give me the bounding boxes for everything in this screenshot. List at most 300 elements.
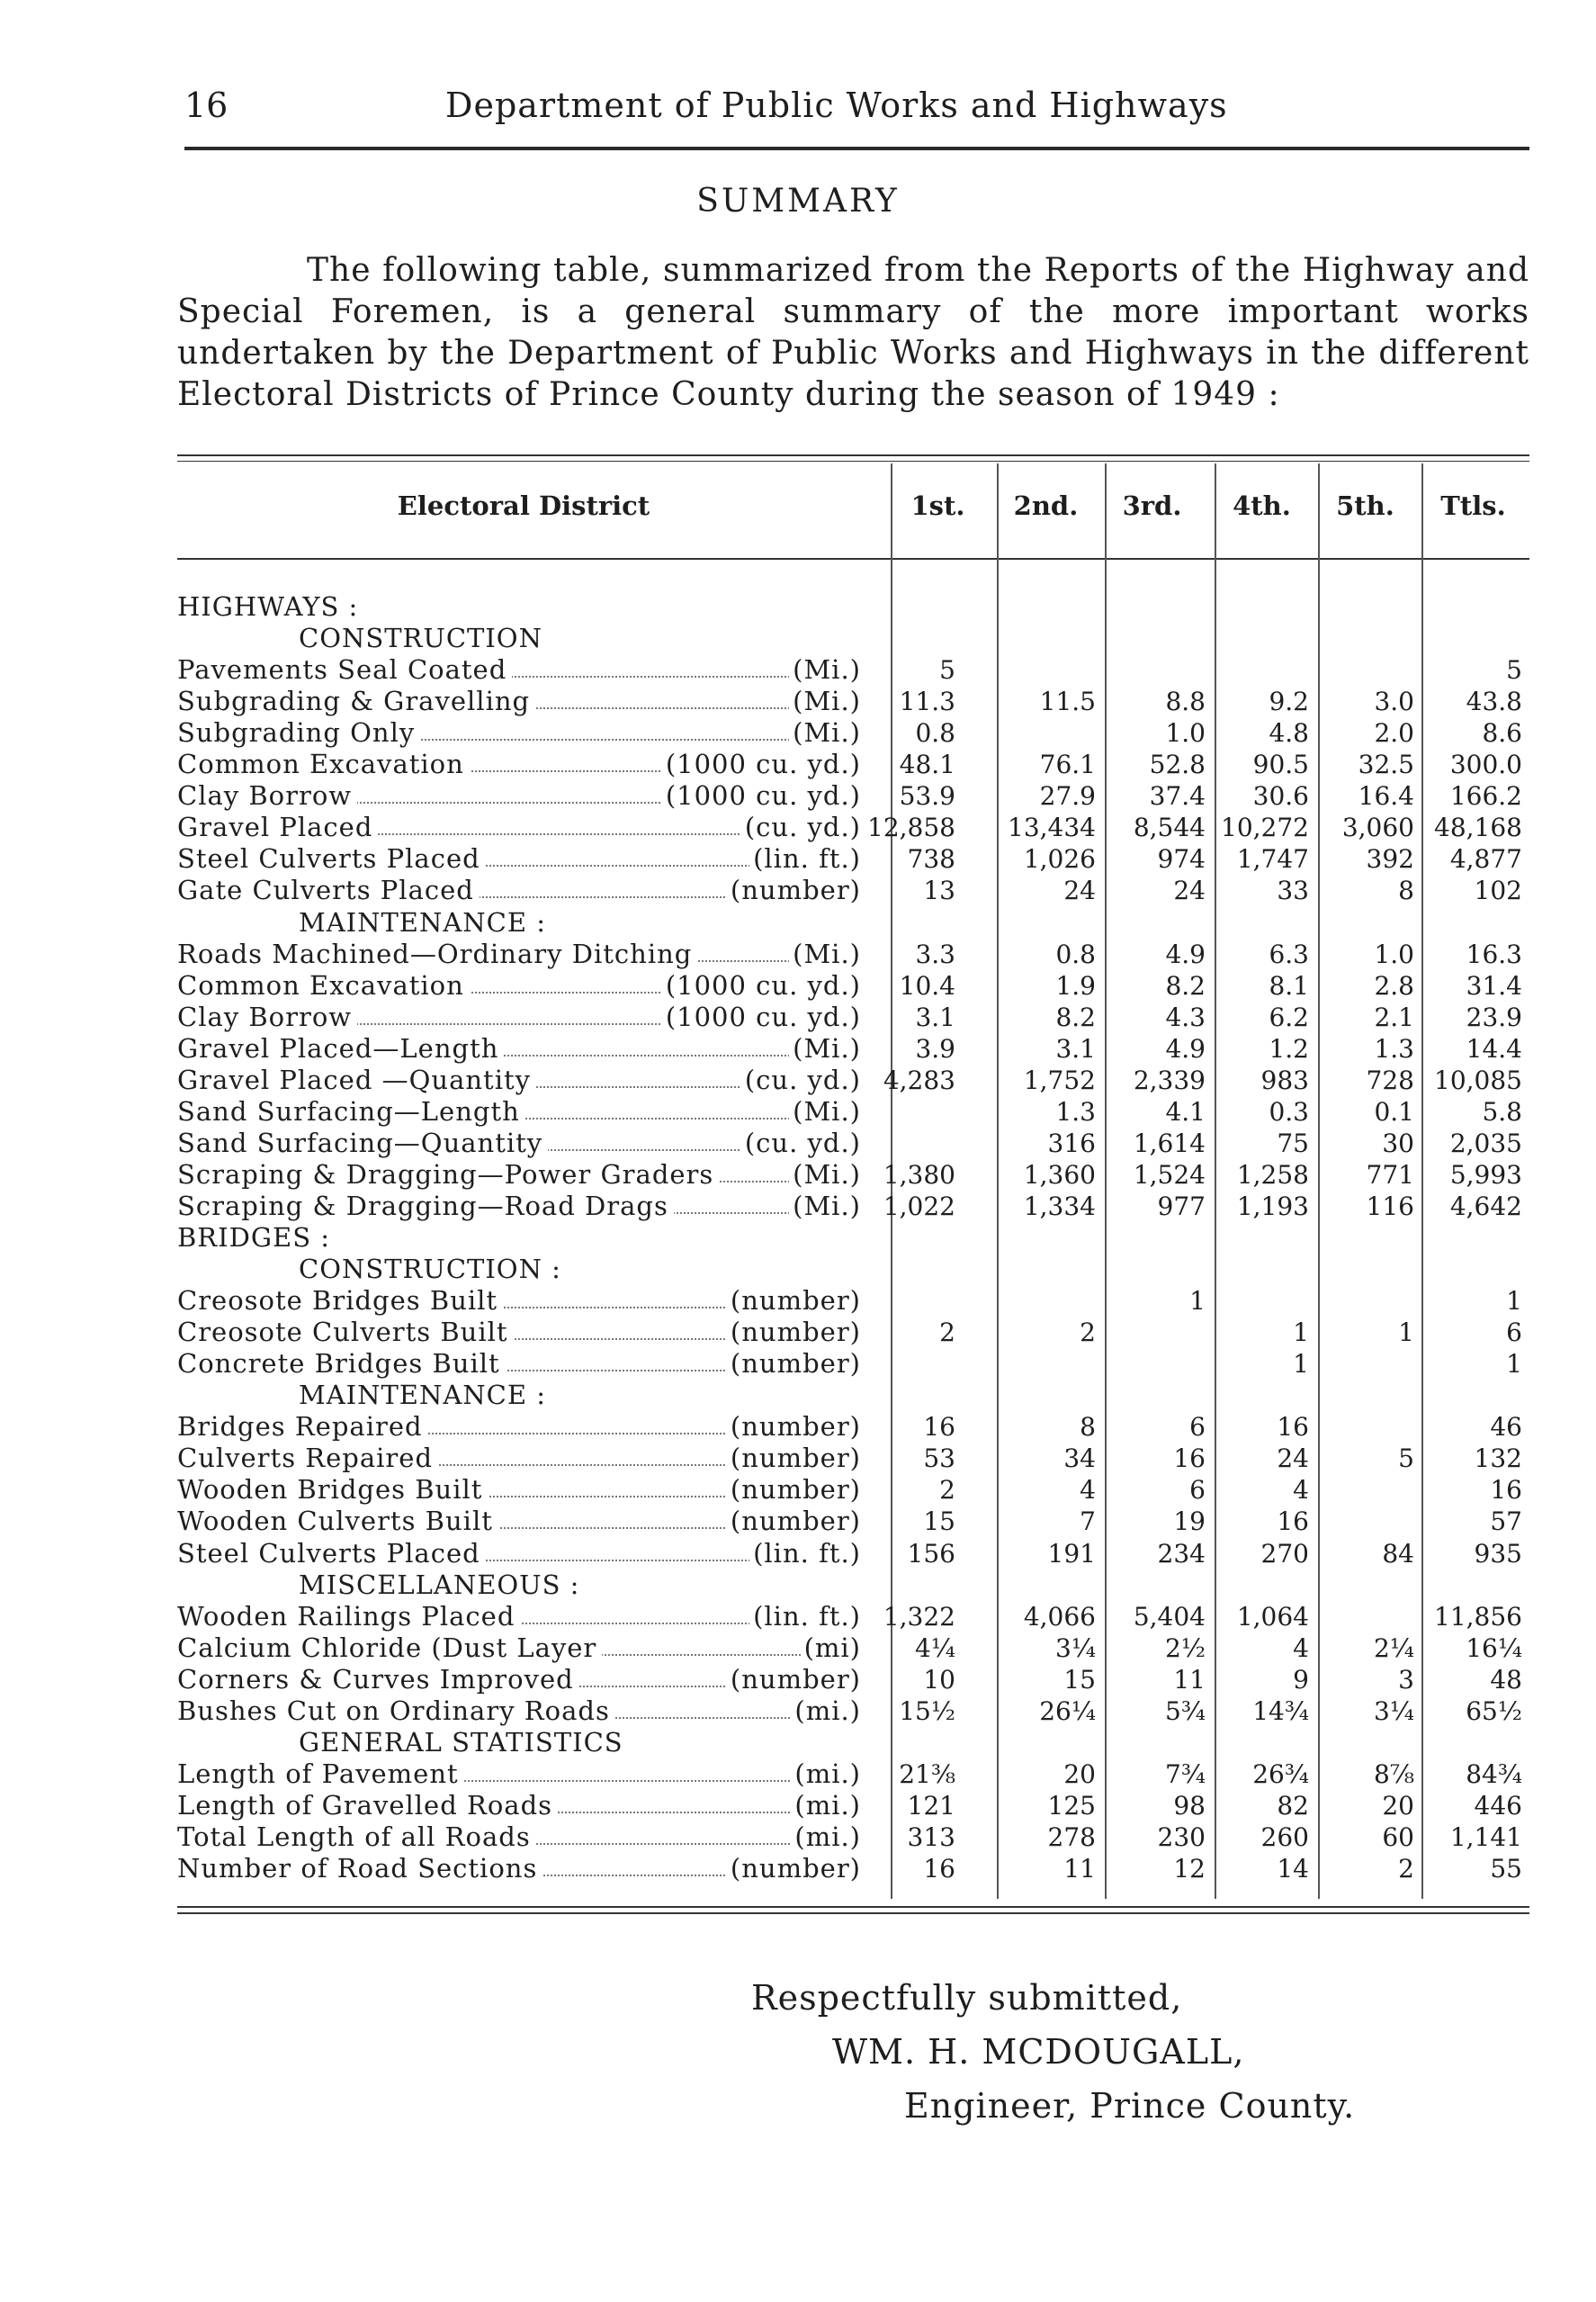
table-row bbox=[0, 1002, 1596, 1033]
row-label bbox=[177, 1128, 861, 1159]
table-cell bbox=[1423, 591, 1522, 623]
table-cell: 4.8 bbox=[1269, 718, 1309, 749]
table-cell: 5.8 bbox=[1482, 1096, 1522, 1127]
table-cell bbox=[856, 1222, 955, 1254]
table-cell: 1,193 bbox=[1236, 1191, 1309, 1221]
table-cell: 234 bbox=[1157, 1538, 1206, 1569]
table-cell: 8,544 bbox=[1133, 813, 1206, 843]
row-label-text: Creosote Culverts Built bbox=[177, 1317, 514, 1347]
row-label bbox=[177, 780, 861, 812]
table-cell: 12,858 bbox=[867, 813, 955, 843]
table-cell: 98 bbox=[1173, 1790, 1206, 1821]
row-unit: (Mi.) bbox=[789, 1191, 861, 1222]
table-cell: 1,334 bbox=[1023, 1191, 1096, 1221]
row-label-text: CONSTRUCTION : bbox=[299, 1254, 567, 1284]
table-cell: 2 bbox=[939, 1317, 955, 1348]
table-cell bbox=[1210, 1285, 1309, 1317]
table-cell bbox=[856, 623, 955, 654]
row-label bbox=[177, 875, 861, 906]
table-cell bbox=[856, 1285, 955, 1317]
table-cell: 57 bbox=[1490, 1506, 1522, 1537]
table-cell: 82 bbox=[1277, 1790, 1309, 1821]
table-cell: 1,064 bbox=[1236, 1601, 1309, 1632]
table-cell: 48 bbox=[1490, 1664, 1522, 1695]
table-cell: 14¾ bbox=[1252, 1695, 1309, 1726]
table-cell: 0.8 bbox=[1055, 939, 1096, 969]
row-unit: (mi.) bbox=[791, 1695, 861, 1727]
table-cell: 16 bbox=[1277, 1412, 1309, 1443]
table-cell bbox=[856, 591, 955, 623]
row-unit: (lin. ft.) bbox=[749, 843, 861, 875]
table-row bbox=[0, 717, 1596, 749]
table-cell bbox=[997, 1254, 1096, 1285]
table-cell bbox=[1315, 1474, 1414, 1506]
table-cell: 6 bbox=[1189, 1475, 1206, 1506]
table-cell: 30 bbox=[1382, 1128, 1414, 1158]
row-label-text: Bushes Cut on Ordinary Roads bbox=[177, 1695, 615, 1726]
table-cell: 5 bbox=[939, 655, 955, 686]
table-cell bbox=[997, 1727, 1096, 1758]
table-cell bbox=[1107, 907, 1206, 939]
row-label bbox=[177, 843, 861, 875]
table-cell: 300.0 bbox=[1449, 750, 1522, 780]
table-cell: 24 bbox=[1173, 876, 1206, 906]
row-label-text: Clay Borrow bbox=[177, 780, 357, 811]
table-cell: 4,642 bbox=[1449, 1191, 1522, 1221]
table-cell bbox=[997, 1285, 1096, 1317]
header-rule bbox=[184, 147, 1529, 150]
table-cell: 5 bbox=[1398, 1443, 1414, 1474]
row-label bbox=[177, 812, 861, 843]
table-cell: 6 bbox=[1506, 1317, 1522, 1348]
row-label bbox=[177, 1159, 861, 1191]
table-cell: 260 bbox=[1260, 1821, 1309, 1852]
row-unit: (number) bbox=[727, 875, 861, 906]
table-row bbox=[0, 686, 1596, 717]
table-cell: 53 bbox=[923, 1443, 955, 1474]
row-unit: (Mi.) bbox=[789, 1096, 861, 1128]
row-label-text: Common Excavation bbox=[177, 970, 470, 1001]
row-label-text: MAINTENANCE : bbox=[299, 907, 551, 938]
row-label-text: Subgrading & Gravelling bbox=[177, 686, 535, 716]
table-cell: 13 bbox=[923, 876, 955, 906]
table-row bbox=[0, 1285, 1596, 1317]
row-label-text: GENERAL STATISTICS bbox=[299, 1727, 629, 1758]
table-cell bbox=[1423, 623, 1522, 654]
row-label bbox=[177, 1821, 861, 1853]
table-cell: 1.3 bbox=[1055, 1096, 1096, 1127]
table-cell: 31.4 bbox=[1466, 970, 1522, 1001]
table-cell: 52.8 bbox=[1149, 750, 1206, 780]
row-label-text: Corners & Curves Improved bbox=[177, 1664, 579, 1695]
table-cell: 0.1 bbox=[1374, 1096, 1414, 1127]
table-cell: 392 bbox=[1366, 844, 1414, 875]
table-cell: 1 bbox=[1506, 1349, 1522, 1380]
running-head: Department of Public Works and Highways bbox=[445, 85, 1228, 125]
row-label-text: BRIDGES : bbox=[177, 1222, 336, 1253]
table-cell: 3.9 bbox=[915, 1033, 955, 1064]
row-label-text: Steel Culverts Placed bbox=[177, 843, 486, 874]
table-row bbox=[0, 1695, 1596, 1727]
table-cell: 8.6 bbox=[1482, 718, 1522, 749]
table-cell bbox=[1210, 623, 1309, 654]
table-cell: 46 bbox=[1490, 1412, 1522, 1443]
table-cell: 20 bbox=[1063, 1758, 1096, 1789]
row-label bbox=[177, 1853, 861, 1884]
table-cell: 12 bbox=[1173, 1854, 1206, 1884]
row-unit: (Mi.) bbox=[789, 686, 861, 717]
header-bottom-rule bbox=[177, 558, 1529, 560]
table-cell bbox=[997, 654, 1096, 686]
table-cell bbox=[1315, 1254, 1414, 1285]
table-cell bbox=[1107, 654, 1206, 686]
table-cell bbox=[1315, 591, 1414, 623]
row-unit: (Mi.) bbox=[789, 1159, 861, 1191]
table-cell: 0.8 bbox=[915, 718, 955, 749]
table-cell: 116 bbox=[1366, 1191, 1414, 1221]
row-unit: (1000 cu. yd.) bbox=[662, 1002, 861, 1033]
table-cell: 11.5 bbox=[1039, 687, 1096, 717]
table-cell: 3¼ bbox=[1374, 1695, 1414, 1726]
row-label bbox=[177, 939, 861, 970]
table-cell bbox=[1315, 907, 1414, 939]
table-cell bbox=[1423, 1727, 1522, 1758]
table-cell bbox=[1107, 1380, 1206, 1411]
table-cell bbox=[997, 1569, 1096, 1601]
table-cell bbox=[1315, 1285, 1414, 1317]
table-cell: 26¼ bbox=[1039, 1695, 1096, 1726]
table-cell bbox=[1107, 1222, 1206, 1254]
table-row bbox=[0, 1222, 1596, 1254]
table-cell: 3.0 bbox=[1374, 687, 1414, 717]
row-label-text: Wooden Railings Placed bbox=[177, 1601, 520, 1632]
table-cell: 3.1 bbox=[915, 1002, 955, 1032]
table-cell: 156 bbox=[907, 1538, 955, 1569]
table-cell: 8⅞ bbox=[1374, 1758, 1414, 1789]
table-cell bbox=[1315, 1411, 1414, 1443]
row-label-text: HIGHWAYS : bbox=[177, 591, 363, 622]
table-cell: 2,339 bbox=[1133, 1065, 1206, 1095]
table-cell: 1.2 bbox=[1269, 1033, 1309, 1064]
intro-paragraph: The following table, summarized from the Reports of the Highway and Special Foremen, is a general summary of the more important works undertaken by the Department of Public Works and Highways in the different Electoral Districts of Prince County during the season of 1949 : bbox=[177, 252, 1529, 413]
table-bottom-rule bbox=[177, 1906, 1529, 1908]
row-unit: (number) bbox=[727, 1506, 861, 1537]
table-cell bbox=[997, 591, 1096, 623]
row-unit: (1000 cu. yd.) bbox=[662, 780, 861, 812]
table-cell: 33 bbox=[1277, 876, 1309, 906]
row-label-text: Sand Surfacing—Quantity bbox=[177, 1128, 548, 1158]
table-cell: 132 bbox=[1474, 1443, 1522, 1474]
table-cell: 1 bbox=[1506, 1286, 1522, 1317]
table-row bbox=[0, 843, 1596, 875]
section-heading bbox=[177, 907, 861, 939]
row-label bbox=[177, 1411, 861, 1443]
row-label-text: Scraping & Dragging—Road Drags bbox=[177, 1191, 674, 1221]
row-unit: (mi.) bbox=[791, 1790, 861, 1821]
table-cell bbox=[997, 717, 1096, 749]
table-cell: 11 bbox=[1173, 1664, 1206, 1695]
table-cell: 4.9 bbox=[1165, 939, 1206, 969]
table-cell: 13,434 bbox=[1008, 813, 1096, 843]
table-cell: 1,747 bbox=[1236, 844, 1309, 875]
table-cell: 48,168 bbox=[1434, 813, 1522, 843]
row-label-text: Subgrading Only bbox=[177, 717, 420, 748]
table-cell: 1,614 bbox=[1133, 1128, 1206, 1158]
table-row bbox=[0, 812, 1596, 843]
table-cell: 53.9 bbox=[899, 781, 955, 812]
table-cell: 8 bbox=[1080, 1412, 1096, 1443]
table-cell: 2.8 bbox=[1374, 970, 1414, 1001]
table-cell: 5,993 bbox=[1449, 1159, 1522, 1190]
table-cell: 16.3 bbox=[1466, 939, 1522, 969]
table-row bbox=[0, 1601, 1596, 1632]
row-unit: (number) bbox=[727, 1411, 861, 1443]
table-cell bbox=[856, 1096, 955, 1128]
table-cell: 19 bbox=[1173, 1506, 1206, 1537]
table-cell: 977 bbox=[1157, 1191, 1206, 1221]
table-cell bbox=[1315, 623, 1414, 654]
table-cell: 55 bbox=[1490, 1854, 1522, 1884]
table-cell: 166.2 bbox=[1449, 781, 1522, 812]
column-header: 1st. bbox=[910, 490, 965, 521]
table-row bbox=[0, 1128, 1596, 1159]
table-cell: 1 bbox=[1293, 1317, 1309, 1348]
table-cell: 24 bbox=[1277, 1443, 1309, 1474]
column-header: 2nd. bbox=[1013, 490, 1079, 521]
table-row bbox=[0, 780, 1596, 812]
row-label-text: Culverts Repaired bbox=[177, 1443, 438, 1473]
column-header: 3rd. bbox=[1122, 490, 1182, 521]
table-row bbox=[0, 1096, 1596, 1128]
table-cell: 4 bbox=[1293, 1475, 1309, 1506]
table-cell: 5,404 bbox=[1133, 1601, 1206, 1632]
closing-respectfully: Respectfully submitted, bbox=[751, 1978, 1183, 2018]
section-heading bbox=[177, 591, 861, 623]
row-label bbox=[177, 1758, 861, 1790]
row-label-text: Concrete Bridges Built bbox=[177, 1348, 506, 1379]
table-cell: 1 bbox=[1189, 1286, 1206, 1317]
table-cell: 14 bbox=[1277, 1854, 1309, 1884]
row-label-text: Calcium Chloride (Dust Layer bbox=[177, 1632, 602, 1663]
table-cell: 313 bbox=[907, 1821, 955, 1852]
table-cell: 76.1 bbox=[1039, 750, 1096, 780]
table-row bbox=[0, 1664, 1596, 1695]
table-top-rule-2 bbox=[177, 461, 1529, 462]
column-header: Ttls. bbox=[1440, 490, 1506, 521]
row-unit: (mi.) bbox=[791, 1821, 861, 1853]
table-cell bbox=[1423, 1222, 1522, 1254]
row-unit: (number) bbox=[727, 1853, 861, 1884]
row-label bbox=[177, 1317, 861, 1348]
table-cell: 7 bbox=[1080, 1506, 1096, 1537]
table-cell bbox=[1423, 907, 1522, 939]
table-cell: 1.3 bbox=[1374, 1033, 1414, 1064]
table-cell: 10.4 bbox=[899, 970, 955, 1001]
table-cell: 983 bbox=[1260, 1065, 1309, 1095]
row-unit: (number) bbox=[727, 1443, 861, 1474]
table-cell: 15 bbox=[923, 1506, 955, 1537]
table-cell bbox=[997, 623, 1096, 654]
table-cell bbox=[1315, 1727, 1414, 1758]
table-cell bbox=[1107, 591, 1206, 623]
row-label-text: Wooden Bridges Built bbox=[177, 1474, 488, 1505]
table-cell: 2,035 bbox=[1449, 1128, 1522, 1158]
row-label bbox=[177, 717, 861, 749]
row-label-text: MAINTENANCE : bbox=[299, 1380, 551, 1410]
table-row bbox=[0, 1790, 1596, 1821]
row-label bbox=[177, 1664, 861, 1695]
table-cell bbox=[856, 1128, 955, 1159]
table-cell: 75 bbox=[1277, 1128, 1309, 1158]
table-cell: 1,022 bbox=[883, 1191, 955, 1221]
row-label-text: Pavements Seal Coated bbox=[177, 654, 512, 685]
table-cell bbox=[1315, 1601, 1414, 1632]
table-cell: 935 bbox=[1474, 1538, 1522, 1569]
table-cell: 20 bbox=[1382, 1790, 1414, 1821]
table-cell: 16 bbox=[923, 1854, 955, 1884]
table-row bbox=[0, 1191, 1596, 1222]
column-header: 4th. bbox=[1233, 490, 1291, 521]
table-cell bbox=[1210, 1727, 1309, 1758]
table-bottom-rule-2 bbox=[177, 1912, 1529, 1914]
table-cell: 14.4 bbox=[1466, 1033, 1522, 1064]
row-unit: (Mi.) bbox=[789, 939, 861, 970]
row-unit: (number) bbox=[727, 1348, 861, 1380]
table-row bbox=[0, 623, 1596, 654]
row-unit: (Mi.) bbox=[789, 717, 861, 749]
table-cell: 6.3 bbox=[1269, 939, 1309, 969]
table-cell: 2¼ bbox=[1374, 1632, 1414, 1663]
table-cell: 3,060 bbox=[1341, 813, 1414, 843]
table-cell: 2 bbox=[1398, 1854, 1414, 1884]
row-label-text: Clay Borrow bbox=[177, 1002, 357, 1032]
row-label bbox=[177, 1506, 861, 1537]
table-cell bbox=[1210, 907, 1309, 939]
table-cell: 4 bbox=[1293, 1632, 1309, 1663]
row-unit: (number) bbox=[727, 1317, 861, 1348]
table-cell: 2.1 bbox=[1374, 1002, 1414, 1032]
table-header-label: Electoral District bbox=[397, 490, 650, 521]
table-cell: 4 bbox=[1080, 1475, 1096, 1506]
row-unit: (Mi.) bbox=[789, 1033, 861, 1065]
table-top-rule bbox=[177, 454, 1529, 456]
table-cell bbox=[1210, 654, 1309, 686]
table-cell: 16.4 bbox=[1358, 781, 1414, 812]
table-cell bbox=[1423, 1254, 1522, 1285]
table-row bbox=[0, 749, 1596, 780]
row-label-text: Common Excavation bbox=[177, 749, 470, 779]
row-label-text: MISCELLANEOUS : bbox=[299, 1569, 585, 1600]
table-cell bbox=[1107, 1317, 1206, 1348]
table-cell: 10,085 bbox=[1434, 1065, 1522, 1095]
table-cell: 8 bbox=[1398, 876, 1414, 906]
table-cell: 3.1 bbox=[1055, 1033, 1096, 1064]
row-unit: (lin. ft.) bbox=[749, 1601, 861, 1632]
table-cell: 316 bbox=[1047, 1128, 1096, 1158]
table-cell: 278 bbox=[1047, 1821, 1096, 1852]
table-cell: 1,141 bbox=[1449, 1821, 1522, 1852]
table-cell: 6 bbox=[1189, 1412, 1206, 1443]
table-cell bbox=[1315, 654, 1414, 686]
row-label bbox=[177, 1285, 861, 1317]
section-heading bbox=[177, 1380, 861, 1411]
table-cell: 2 bbox=[939, 1475, 955, 1506]
table-cell: 16 bbox=[923, 1412, 955, 1443]
row-label-text: Steel Culverts Placed bbox=[177, 1538, 486, 1569]
table-row bbox=[0, 1065, 1596, 1096]
table-row bbox=[0, 875, 1596, 906]
table-row bbox=[0, 1727, 1596, 1758]
table-cell: 4,066 bbox=[1023, 1601, 1096, 1632]
table-cell: 16¼ bbox=[1466, 1632, 1522, 1663]
table-cell: 1,258 bbox=[1236, 1159, 1309, 1190]
table-cell: 5¾ bbox=[1165, 1695, 1206, 1726]
table-cell: 1.0 bbox=[1374, 939, 1414, 969]
table-cell: 32.5 bbox=[1358, 750, 1414, 780]
table-cell: 2.0 bbox=[1374, 718, 1414, 749]
section-heading bbox=[177, 1222, 861, 1254]
row-label bbox=[177, 1790, 861, 1821]
row-label bbox=[177, 1033, 861, 1065]
row-label bbox=[177, 1695, 861, 1727]
table-row bbox=[0, 1758, 1596, 1790]
row-label-text: Gravel Placed —Quantity bbox=[177, 1065, 536, 1095]
table-row bbox=[0, 591, 1596, 623]
table-cell: 3.3 bbox=[915, 939, 955, 969]
table-cell: 446 bbox=[1474, 1790, 1522, 1821]
table-cell: 125 bbox=[1047, 1790, 1096, 1821]
table-row bbox=[0, 1632, 1596, 1664]
closing-position: Engineer, Prince County. bbox=[904, 2086, 1356, 2126]
table-row bbox=[0, 970, 1596, 1002]
row-unit: (1000 cu. yd.) bbox=[662, 970, 861, 1002]
table-cell: 974 bbox=[1157, 844, 1206, 875]
row-label-text: Number of Road Sections bbox=[177, 1853, 542, 1884]
table-cell: 27.9 bbox=[1039, 781, 1096, 812]
table-row bbox=[0, 907, 1596, 939]
table-cell bbox=[1315, 1569, 1414, 1601]
section-heading bbox=[177, 1254, 861, 1285]
table-cell bbox=[1315, 1348, 1414, 1380]
row-label bbox=[177, 1348, 861, 1380]
table-cell: 8.2 bbox=[1165, 970, 1206, 1001]
table-cell bbox=[1107, 1254, 1206, 1285]
table-cell bbox=[1210, 1569, 1309, 1601]
table-cell: 2½ bbox=[1165, 1632, 1206, 1663]
table-cell bbox=[997, 907, 1096, 939]
table-cell: 8.8 bbox=[1165, 687, 1206, 717]
row-label bbox=[177, 749, 861, 780]
table-cell: 23.9 bbox=[1466, 1002, 1522, 1032]
table-cell bbox=[1210, 1380, 1309, 1411]
table-cell: 11 bbox=[1063, 1854, 1096, 1884]
table-cell: 270 bbox=[1260, 1538, 1309, 1569]
table-cell: 15 bbox=[1063, 1664, 1096, 1695]
table-cell bbox=[997, 1348, 1096, 1380]
table-cell: 16 bbox=[1490, 1475, 1522, 1506]
table-cell: 15½ bbox=[899, 1695, 955, 1726]
row-unit: (mi) bbox=[801, 1632, 861, 1664]
table-cell: 11.3 bbox=[899, 687, 955, 717]
row-label bbox=[177, 1065, 861, 1096]
table-row bbox=[0, 1821, 1596, 1853]
row-label bbox=[177, 686, 861, 717]
row-unit: (number) bbox=[727, 1285, 861, 1317]
section-heading bbox=[177, 1569, 861, 1601]
table-cell: 7¾ bbox=[1165, 1758, 1206, 1789]
table-cell: 4.3 bbox=[1165, 1002, 1206, 1032]
table-cell: 1.9 bbox=[1055, 970, 1096, 1001]
